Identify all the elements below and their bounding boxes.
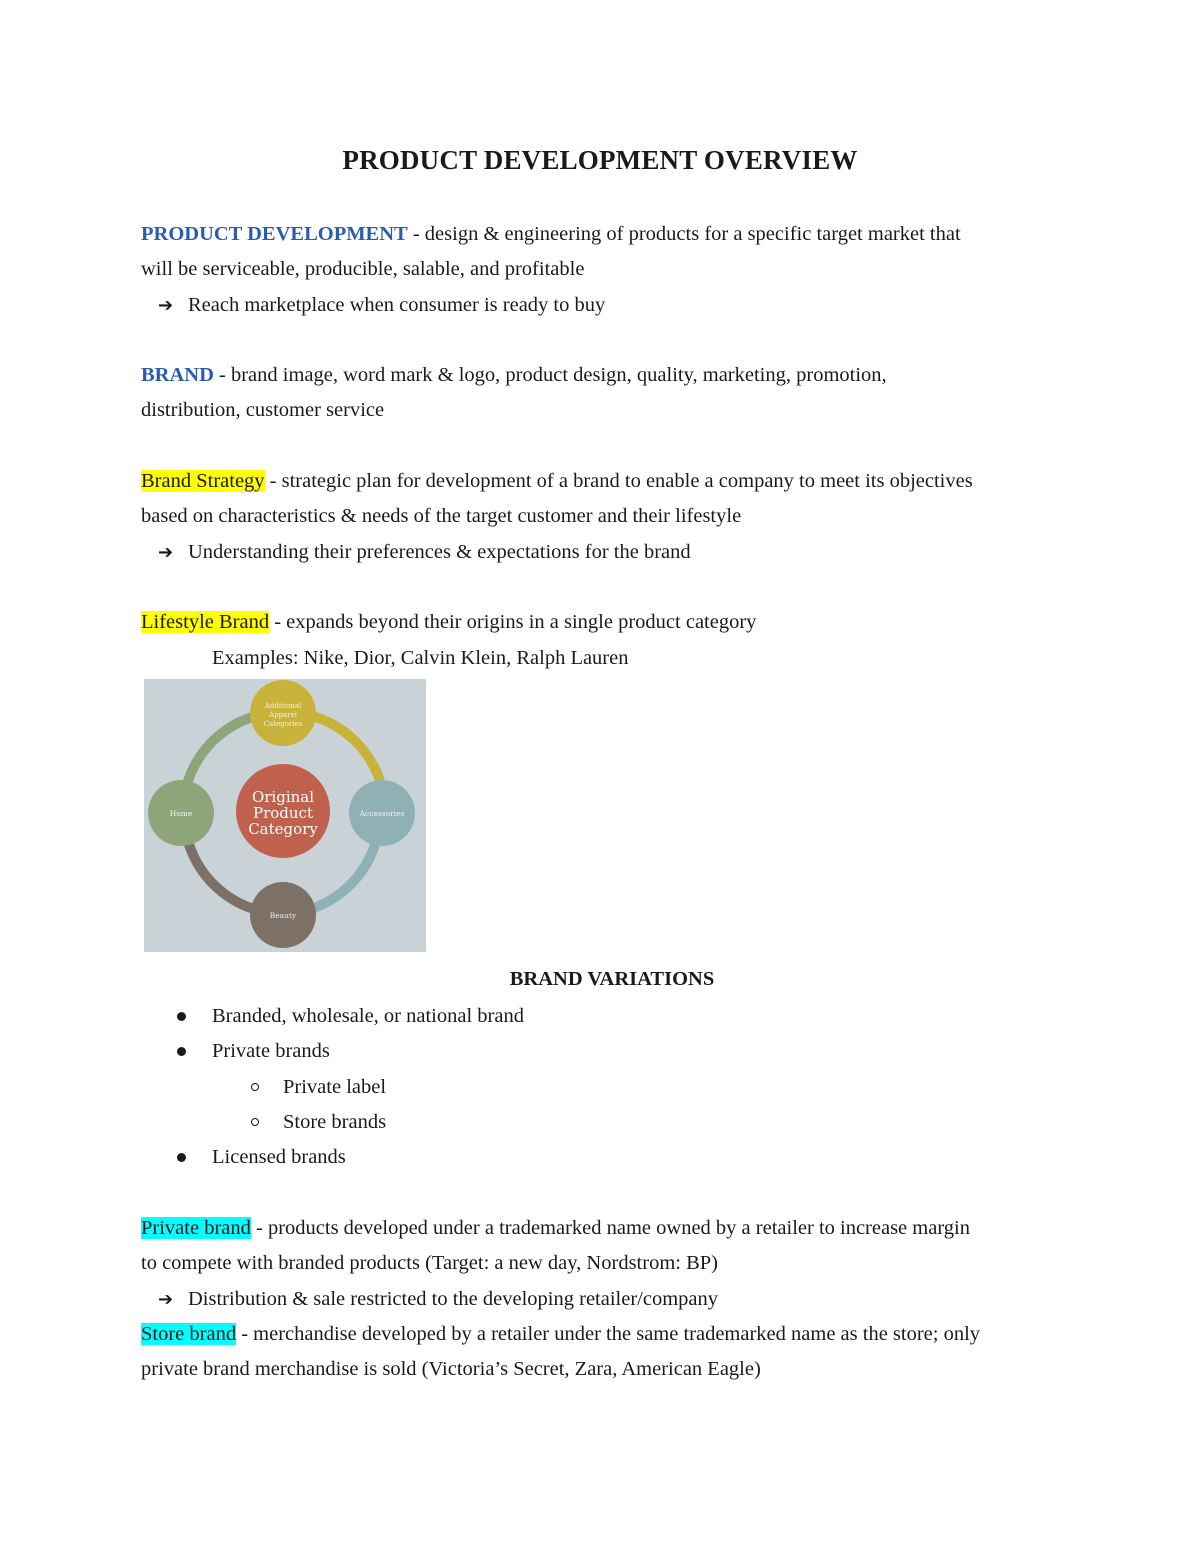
brand-term: BRAND <box>141 364 214 386</box>
brand-variations-heading: BRAND VARIATIONS <box>509 968 715 990</box>
list-item: Store brands <box>283 1109 386 1135</box>
center-label-1: Original <box>251 788 315 806</box>
product-development-point: ➔ Reach marketplace when consumer is ready to buy <box>158 292 605 319</box>
bullet-icon <box>177 1153 186 1162</box>
page-title: PRODUCT DEVELOPMENT OVERVIEW <box>342 145 858 175</box>
brand-strategy-point: ➔ Understanding their preferences & expectations for the brand <box>158 539 691 566</box>
brand-definition: BRAND - brand image, word mark & logo, product design, quality, marketing, promotion, <box>141 364 887 386</box>
left-label: Home <box>169 809 193 818</box>
bottom-label: Beauty <box>269 911 297 920</box>
store-brand-definition: Store brand - merchandise developed by a retailer under the same trademarked name as the store; only <box>141 1323 981 1345</box>
list-item: Licensed brands <box>212 1144 346 1170</box>
product-development-definition <box>141 221 961 247</box>
brand-def-line2: distribution, customer service <box>141 399 385 421</box>
brand-strategy-term: Brand Strategy <box>141 470 265 492</box>
center-label-2: Product <box>253 804 313 822</box>
lifestyle-brand-diagram <box>144 679 426 952</box>
product-development-term: PRODUCT DEVELOPMENT <box>141 223 408 245</box>
right-label: Accessories <box>359 809 405 818</box>
brand-strategy-definition: Brand Strategy - strategic plan for development of a brand to enable a company to meet its objectives <box>141 470 973 492</box>
list-item: Branded, wholesale, or national brand <box>212 1003 524 1029</box>
private-brand-def-line2: to compete with branded products (Target: a new day, Nordstrom: BP) <box>141 1252 718 1274</box>
bullet-icon <box>177 1047 186 1056</box>
arrow-icon: ➔ <box>158 542 174 563</box>
arrow-icon: ➔ <box>158 1289 174 1310</box>
store-brand-term: Store brand <box>141 1323 237 1345</box>
arrow-icon: ➔ <box>158 295 174 316</box>
product-development-def-line1: - design & engineering of products for a specific target market that <box>407 223 961 245</box>
brand-strategy-def-line2: based on characteristics & needs of the target customer and their lifestyle <box>141 505 742 527</box>
list-item: Private brands <box>212 1038 330 1064</box>
store-brand-def-line2: private brand merchandise is sold (Victoria’s Secret, Zara, American Eagle) <box>141 1358 761 1380</box>
product-development-def-line2: will be serviceable, producible, salable, and profitable <box>141 258 585 280</box>
bullet-icon <box>177 1012 186 1021</box>
private-brand-term: Private brand <box>141 1217 251 1239</box>
center-label-3: Category <box>248 820 318 838</box>
circle-bullet-icon <box>251 1118 259 1126</box>
lifestyle-brand-examples: Examples: Nike, Dior, Calvin Klein, Ralph Lauren <box>212 647 629 669</box>
private-brand-point: ➔ Distribution & sale restricted to the developing retailer/company <box>158 1286 718 1313</box>
top-label-3: Categories <box>263 720 303 728</box>
list-item: Private label <box>283 1074 386 1100</box>
lifestyle-brand-term: Lifestyle Brand <box>141 611 270 633</box>
private-brand-definition: Private brand - products developed under a trademarked name owned by a retailer to increase margin <box>141 1217 970 1239</box>
top-label-2: Apparel <box>269 711 297 719</box>
top-label-1: Additional <box>264 702 302 710</box>
circle-bullet-icon <box>251 1083 259 1091</box>
lifestyle-brand-definition: Lifestyle Brand - expands beyond their origins in a single product category <box>141 611 757 633</box>
